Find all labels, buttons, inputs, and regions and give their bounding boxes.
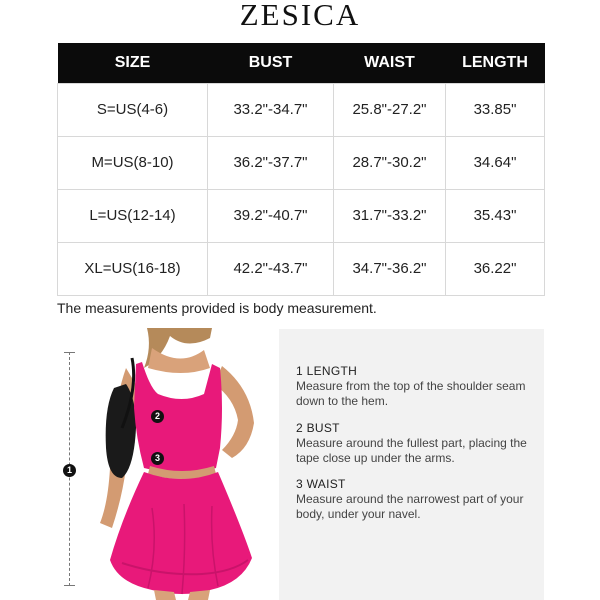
cell-size: L=US(12-14) [58,189,208,242]
cell-waist: 28.7"-30.2" [334,136,446,189]
model-illustration [92,328,267,600]
cell-length: 34.64" [446,136,545,189]
cell-size: XL=US(16-18) [58,242,208,295]
table-row [58,189,545,242]
table-header-row [58,43,545,83]
guide-bust-title: 2 BUST [296,421,340,435]
header-size: SIZE [58,43,208,83]
guide-waist-desc: Measure around the narrowest part of your body, under your navel. [296,492,524,521]
model-photo [92,328,267,600]
guide-bust-desc: Measure around the fullest part, placing the tape close up under the arms. [296,436,527,465]
table-row [58,136,545,189]
guide-length-desc: Measure from the top of the shoulder seam down to the hem. [296,379,526,408]
brand-logo: ZESICA [239,0,361,32]
guide-length [296,364,536,408]
cell-bust: 33.2"-34.7" [208,83,334,136]
measure-cap-top [64,352,75,353]
table-row [58,242,545,295]
guide-waist-title: 3 WAIST [296,477,346,491]
measurement-note: The measurements provided is body measurement. [57,300,377,316]
size-chart-table [57,43,545,296]
guide-bust [296,421,536,465]
cell-length: 36.22" [446,242,545,295]
cell-size: S=US(4-6) [58,83,208,136]
guide-waist [296,477,536,521]
waist-badge: 3 [151,452,164,465]
cell-waist: 25.8"-27.2" [334,83,446,136]
header-bust: BUST [208,43,334,83]
cell-length: 35.43" [446,189,545,242]
table-row [58,83,545,136]
measurement-guide-panel [279,329,544,600]
cell-bust: 36.2"-37.7" [208,136,334,189]
bust-badge: 2 [151,410,164,423]
cell-bust: 42.2"-43.7" [208,242,334,295]
cell-waist: 34.7"-36.2" [334,242,446,295]
measure-cap-bottom [64,585,75,586]
length-badge: 1 [63,464,76,477]
cell-waist: 31.7"-33.2" [334,189,446,242]
cell-length: 33.85" [446,83,545,136]
cell-size: M=US(8-10) [58,136,208,189]
guide-length-title: 1 LENGTH [296,364,358,378]
cell-bust: 39.2"-40.7" [208,189,334,242]
header-waist: WAIST [334,43,446,83]
header-length: LENGTH [446,43,545,83]
